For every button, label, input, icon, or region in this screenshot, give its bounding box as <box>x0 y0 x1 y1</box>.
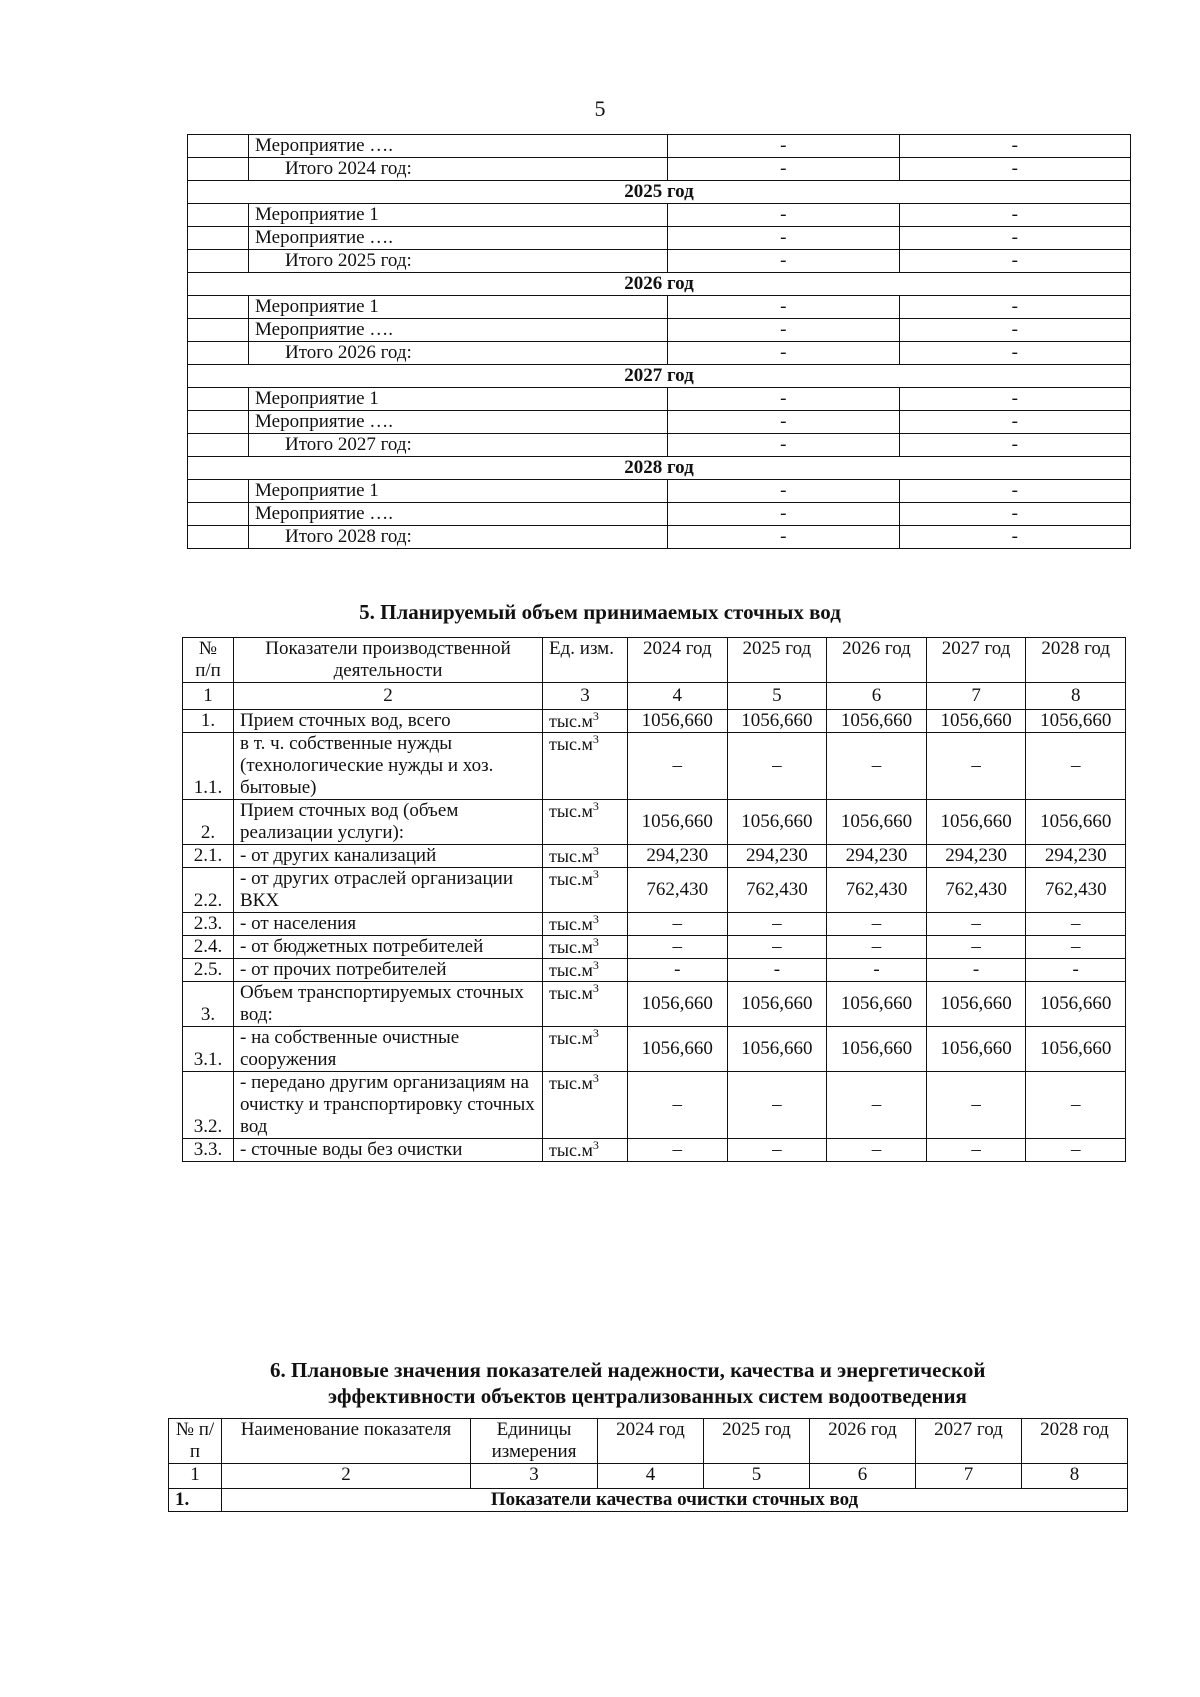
value-cell: - <box>668 342 900 365</box>
index-cell: 2 <box>234 683 543 710</box>
value-cell: - <box>899 480 1131 503</box>
value-cell: - <box>668 503 900 526</box>
table-row <box>183 913 1126 936</box>
blank-cell <box>188 135 249 158</box>
event-name: Мероприятие …. <box>249 227 668 250</box>
value-cell: 1056,660 <box>1026 982 1126 1027</box>
event-name: Мероприятие …. <box>249 503 668 526</box>
value-cell: – <box>1026 733 1126 800</box>
value-cell: 294,230 <box>727 845 827 868</box>
event-row <box>188 296 1131 319</box>
value-cell: 294,230 <box>1026 845 1126 868</box>
value-cell: – <box>827 1072 927 1139</box>
event-row <box>188 204 1131 227</box>
event-row <box>188 388 1131 411</box>
value-cell: – <box>727 733 827 800</box>
value-cell: - <box>668 411 900 434</box>
section6-title-line1: 6. Плановые значения показателей надежности, качества и энергетической <box>270 1358 986 1382</box>
event-row <box>188 135 1131 158</box>
value-cell: – <box>727 913 827 936</box>
value-cell: – <box>926 913 1026 936</box>
unit-cell: $тыс.м^3$ <box>543 982 628 1027</box>
event-row <box>188 480 1131 503</box>
value-cell: - <box>899 296 1131 319</box>
index-cell: 2 <box>222 1464 471 1489</box>
index-cell: 4 <box>598 1464 704 1489</box>
value-cell: 1056,660 <box>628 710 728 733</box>
blank-cell <box>188 388 249 411</box>
value-cell: 762,430 <box>628 868 728 913</box>
column-index-row <box>169 1464 1128 1489</box>
reliability-indicators-table <box>168 1418 1128 1512</box>
unit-label: тыс.м <box>549 846 593 866</box>
value-cell: 1056,660 <box>727 1027 827 1072</box>
value-cell: – <box>926 936 1026 959</box>
value-cell: - <box>899 204 1131 227</box>
blank-cell <box>188 296 249 319</box>
events-table <box>187 134 1131 549</box>
wastewater-volume-table <box>182 637 1126 1162</box>
header-cell: 2028 год <box>1022 1419 1128 1464</box>
index-cell: 8 <box>1026 683 1126 710</box>
blank-cell <box>188 158 249 181</box>
value-cell: – <box>926 1072 1026 1139</box>
indicator-name: - на собственные очистные сооружения <box>234 1027 543 1072</box>
table-row <box>183 959 1126 982</box>
header-cell: Ед. изм. <box>543 638 628 683</box>
index-cell: 3 <box>471 1464 598 1489</box>
value-cell: 1056,660 <box>628 800 728 845</box>
unit-label: тыс.м <box>549 1073 593 1093</box>
value-cell: - <box>899 503 1131 526</box>
value-cell: 1056,660 <box>628 982 728 1027</box>
row-number: 3.3. <box>183 1139 234 1162</box>
value-cell: - <box>899 434 1131 457</box>
table-row <box>183 800 1126 845</box>
table-row <box>183 845 1126 868</box>
indicator-name: - сточные воды без очистки <box>234 1139 543 1162</box>
value-cell: 1056,660 <box>1026 710 1126 733</box>
event-name: Итого 2027 год: <box>249 434 668 457</box>
unit-cell: $тыс.м^3$ <box>543 1027 628 1072</box>
header-cell: Единицы измерения <box>471 1419 598 1464</box>
value-cell: 294,230 <box>628 845 728 868</box>
header-cell: 2027 год <box>916 1419 1022 1464</box>
event-row <box>188 503 1131 526</box>
event-name: Мероприятие 1 <box>249 480 668 503</box>
total-row <box>188 158 1131 181</box>
value-cell: - <box>899 227 1131 250</box>
unit-label: тыс.м <box>549 937 593 957</box>
event-name: Мероприятие …. <box>249 135 668 158</box>
table-row <box>183 1027 1126 1072</box>
value-cell: 294,230 <box>827 845 927 868</box>
value-cell: - <box>926 959 1026 982</box>
value-cell: – <box>628 1072 728 1139</box>
unit-cell: $тыс.м^3$ <box>543 800 628 845</box>
event-name: Мероприятие …. <box>249 411 668 434</box>
unit-cell: $тыс.м^3$ <box>543 1139 628 1162</box>
unit-cell: $тыс.м^3$ <box>543 936 628 959</box>
group-row <box>169 1489 1128 1512</box>
indicator-name: - от других канализаций <box>234 845 543 868</box>
section6-title-line2: эффективности объектов централизованных систем водоотведения <box>328 1384 967 1408</box>
unit-label: тыс.м <box>549 1028 593 1048</box>
unit-cell: $тыс.м^3$ <box>543 710 628 733</box>
index-cell: 1 <box>183 683 234 710</box>
header-cell: 2024 год <box>598 1419 704 1464</box>
row-number: 2.4. <box>183 936 234 959</box>
value-cell: – <box>727 1072 827 1139</box>
value-cell: - <box>668 480 900 503</box>
value-cell: – <box>727 936 827 959</box>
section5-title: 5. Планируемый объем принимаемых сточных вод <box>359 600 841 624</box>
value-cell: - <box>668 526 900 549</box>
group-title: Показатели качества очистки сточных вод <box>222 1489 1128 1512</box>
index-cell: 8 <box>1022 1464 1128 1489</box>
total-row <box>188 526 1131 549</box>
unit-cell: $тыс.м^3$ <box>543 868 628 913</box>
header-cell: № п/п <box>183 638 234 683</box>
year-row <box>188 181 1131 204</box>
unit-label: тыс.м <box>549 801 593 821</box>
table-row <box>183 710 1126 733</box>
value-cell: – <box>926 733 1026 800</box>
index-cell: 6 <box>810 1464 916 1489</box>
value-cell: – <box>827 1139 927 1162</box>
value-cell: - <box>899 250 1131 273</box>
value-cell: 1056,660 <box>926 800 1026 845</box>
value-cell: 1056,660 <box>1026 800 1126 845</box>
event-name: Итого 2024 год: <box>249 158 668 181</box>
value-cell: 762,430 <box>827 868 927 913</box>
blank-cell <box>188 434 249 457</box>
value-cell: – <box>827 913 927 936</box>
blank-cell <box>188 411 249 434</box>
header-cell: 2028 год <box>1026 638 1126 683</box>
value-cell: - <box>668 158 900 181</box>
unit-label: тыс.м <box>549 869 593 889</box>
value-cell: - <box>899 319 1131 342</box>
value-cell: - <box>727 959 827 982</box>
index-cell: 1 <box>169 1464 222 1489</box>
index-cell: 5 <box>704 1464 810 1489</box>
unit-label: тыс.м <box>549 914 593 934</box>
event-row <box>188 227 1131 250</box>
blank-cell <box>188 319 249 342</box>
value-cell: – <box>628 913 728 936</box>
value-cell: 1056,660 <box>827 800 927 845</box>
value-cell: - <box>668 135 900 158</box>
table-row <box>183 1072 1126 1139</box>
index-cell: 7 <box>926 683 1026 710</box>
event-name: Итого 2026 год: <box>249 342 668 365</box>
value-cell: 762,430 <box>727 868 827 913</box>
value-cell: 1056,660 <box>1026 1027 1126 1072</box>
group-number: 1. <box>169 1489 222 1512</box>
value-cell: - <box>668 204 900 227</box>
index-cell: 7 <box>916 1464 1022 1489</box>
table-row <box>183 982 1126 1027</box>
year-label: 2028 год <box>188 457 1131 480</box>
header-cell: № п/п <box>169 1419 222 1464</box>
year-row <box>188 457 1131 480</box>
unit-label: тыс.м <box>549 734 593 754</box>
row-number: 3.1. <box>183 1027 234 1072</box>
header-cell: 2027 год <box>926 638 1026 683</box>
header-cell: Наименование показателя <box>222 1419 471 1464</box>
value-cell: - <box>1026 959 1126 982</box>
row-number: 1. <box>183 710 234 733</box>
row-number: 3. <box>183 982 234 1027</box>
table-row <box>183 733 1126 800</box>
value-cell: - <box>668 227 900 250</box>
blank-cell <box>188 227 249 250</box>
value-cell: 1056,660 <box>827 982 927 1027</box>
value-cell: - <box>899 526 1131 549</box>
indicator-name: Прием сточных вод, всего <box>234 710 543 733</box>
row-number: 2.2. <box>183 868 234 913</box>
unit-label: тыс.м <box>549 960 593 980</box>
value-cell: – <box>1026 1139 1126 1162</box>
value-cell: – <box>727 1139 827 1162</box>
unit-cell: $тыс.м^3$ <box>543 845 628 868</box>
unit-cell: $тыс.м^3$ <box>543 1072 628 1139</box>
value-cell: – <box>827 936 927 959</box>
value-cell: - <box>899 342 1131 365</box>
event-name: Итого 2025 год: <box>249 250 668 273</box>
value-cell: – <box>628 936 728 959</box>
header-cell: 2026 год <box>810 1419 916 1464</box>
value-cell: – <box>1026 1072 1126 1139</box>
event-name: Мероприятие 1 <box>249 388 668 411</box>
indicator-name: - от прочих потребителей <box>234 959 543 982</box>
index-cell: 4 <box>628 683 728 710</box>
header-cell: 2025 год <box>704 1419 810 1464</box>
event-name: Мероприятие 1 <box>249 204 668 227</box>
value-cell: - <box>899 388 1131 411</box>
unit-label: тыс.м <box>549 983 593 1003</box>
value-cell: 1056,660 <box>926 710 1026 733</box>
value-cell: 1056,660 <box>628 1027 728 1072</box>
row-number: 2.1. <box>183 845 234 868</box>
value-cell: – <box>1026 936 1126 959</box>
table-header-row <box>169 1419 1128 1464</box>
year-row <box>188 273 1131 296</box>
value-cell: 1056,660 <box>926 982 1026 1027</box>
section6-title <box>270 1357 1070 1409</box>
unit-label: тыс.м <box>549 1140 593 1160</box>
header-cell: 2025 год <box>727 638 827 683</box>
index-cell: 5 <box>727 683 827 710</box>
indicator-name: Прием сточных вод (объем реализации услуги): <box>234 800 543 845</box>
indicator-name: - от населения <box>234 913 543 936</box>
value-cell: - <box>899 135 1131 158</box>
index-cell: 6 <box>827 683 927 710</box>
unit-label: тыс.м <box>549 711 593 731</box>
blank-cell <box>188 250 249 273</box>
unit-cell: $тыс.м^3$ <box>543 733 628 800</box>
indicator-name: - от бюджетных потребителей <box>234 936 543 959</box>
indicator-name: - передано другим организациям на очистку и транспортировку сточных вод <box>234 1072 543 1139</box>
column-index-row <box>183 683 1126 710</box>
value-cell: - <box>668 434 900 457</box>
event-row <box>188 319 1131 342</box>
value-cell: 294,230 <box>926 845 1026 868</box>
value-cell: – <box>827 733 927 800</box>
blank-cell <box>188 480 249 503</box>
table-row <box>183 936 1126 959</box>
indicator-name: Объем транспортируемых сточных вод: <box>234 982 543 1027</box>
index-cell: 3 <box>543 683 628 710</box>
row-number: 2.3. <box>183 913 234 936</box>
table-row <box>183 1139 1126 1162</box>
year-label: 2026 год <box>188 273 1131 296</box>
total-row <box>188 250 1131 273</box>
value-cell: - <box>668 319 900 342</box>
year-row <box>188 365 1131 388</box>
value-cell: – <box>926 1139 1026 1162</box>
total-row <box>188 434 1131 457</box>
event-name: Мероприятие 1 <box>249 296 668 319</box>
value-cell: 762,430 <box>926 868 1026 913</box>
indicator-name: - от других отраслей организации ВКХ <box>234 868 543 913</box>
unit-cell: $тыс.м^3$ <box>543 913 628 936</box>
value-cell: – <box>1026 913 1126 936</box>
indicator-name: в т. ч. собственные нужды (технологические нужды и хоз. бытовые) <box>234 733 543 800</box>
table-header-row <box>183 638 1126 683</box>
value-cell: - <box>668 296 900 319</box>
value-cell: - <box>899 411 1131 434</box>
header-cell: 2024 год <box>628 638 728 683</box>
row-number: 2.5. <box>183 959 234 982</box>
page-number: 5 <box>594 96 606 121</box>
event-name: Итого 2028 год: <box>249 526 668 549</box>
blank-cell <box>188 503 249 526</box>
value-cell: 1056,660 <box>727 800 827 845</box>
header-cell: Показатели производственной деятельности <box>234 638 543 683</box>
row-number: 1.1. <box>183 733 234 800</box>
header-cell: 2026 год <box>827 638 927 683</box>
year-label: 2025 год <box>188 181 1131 204</box>
total-row <box>188 342 1131 365</box>
value-cell: 762,430 <box>1026 868 1126 913</box>
value-cell: 1056,660 <box>827 1027 927 1072</box>
row-number: 3.2. <box>183 1072 234 1139</box>
value-cell: 1056,660 <box>926 1027 1026 1072</box>
value-cell: 1056,660 <box>827 710 927 733</box>
blank-cell <box>188 526 249 549</box>
blank-cell <box>188 204 249 227</box>
table-row <box>183 868 1126 913</box>
year-label: 2027 год <box>188 365 1131 388</box>
unit-cell: $тыс.м^3$ <box>543 959 628 982</box>
value-cell: 1056,660 <box>727 982 827 1027</box>
value-cell: 1056,660 <box>727 710 827 733</box>
value-cell: - <box>827 959 927 982</box>
value-cell: – <box>628 733 728 800</box>
row-number: 2. <box>183 800 234 845</box>
value-cell: - <box>899 158 1131 181</box>
value-cell: - <box>628 959 728 982</box>
value-cell: - <box>668 250 900 273</box>
value-cell: – <box>628 1139 728 1162</box>
blank-cell <box>188 342 249 365</box>
value-cell: - <box>668 388 900 411</box>
event-row <box>188 411 1131 434</box>
event-name: Мероприятие …. <box>249 319 668 342</box>
